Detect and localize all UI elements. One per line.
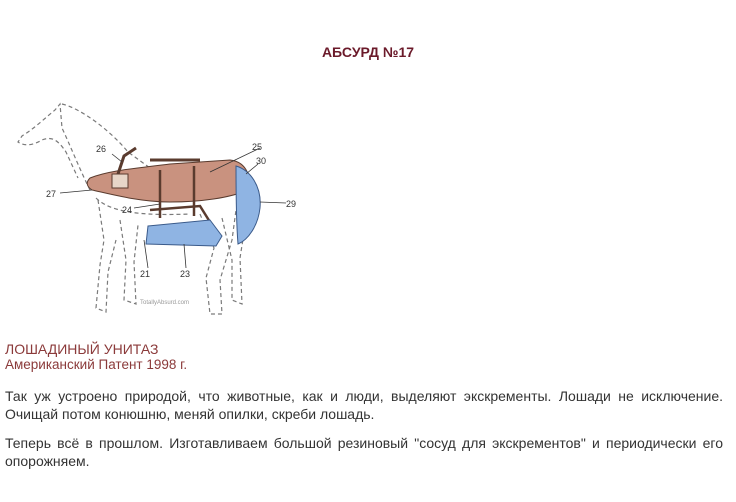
- page-title: АБСУРД №17: [321, 44, 415, 60]
- article-heading: ЛОШАДИНЫЙ УНИТАЗ: [5, 341, 159, 357]
- callout-30: 30: [256, 156, 267, 166]
- collection-bag: [146, 220, 222, 246]
- patent-illustration: [0, 90, 310, 322]
- tail-bag: [236, 166, 260, 244]
- callout-29: 29: [286, 199, 297, 209]
- chest-buckle: [112, 174, 128, 188]
- horse-neck-outline: [62, 104, 150, 168]
- paragraph-2: Теперь всё в прошлом. Изготавливаем большой резиновый "сосуд для экскрементов" и периодически его опорожняем.: [5, 435, 723, 469]
- article-subheading: Американский Патент 1998 г.: [5, 357, 188, 372]
- callout-23: 23: [180, 269, 191, 279]
- callout-21: 21: [140, 269, 151, 279]
- watermark: TotallyAbsurd.com: [140, 300, 190, 306]
- horse-front-leg2-outline: [120, 220, 138, 304]
- horse-front-leg-outline: [96, 200, 116, 312]
- callout-26: 26: [96, 144, 107, 154]
- callout-25: 25: [252, 142, 263, 152]
- horse-diagram: [0, 90, 310, 322]
- horse-head-outline: [18, 104, 90, 190]
- callout-24: 24: [122, 205, 133, 215]
- paragraph-1: Так уж устроено природой, что животные, как и люди, выделяют экскременты. Лошади не исключение. Очищай потом конюшню, меняй опилки, скреби лошадь.: [5, 388, 723, 422]
- callout-27: 27: [46, 189, 57, 199]
